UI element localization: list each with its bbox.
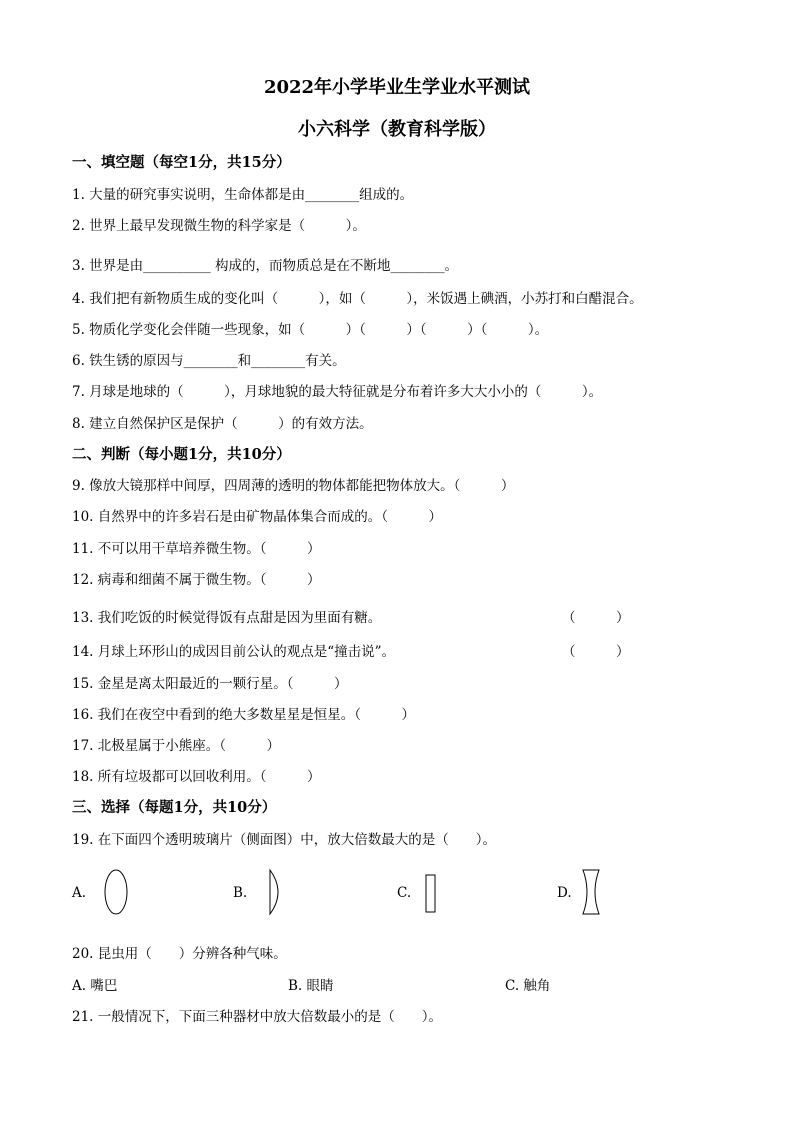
q20-option-b: B. 眼睛: [288, 978, 334, 994]
q20-option-a: A. 嘴巴: [72, 978, 118, 994]
question-10: 10. 自然界中的许多岩石是由矿物晶体集合而成的。（ ）: [72, 509, 443, 525]
question-7: 7. 月球是地球的（ ），月球地貌的最大特征就是分布着许多大大小小的（ ）。: [72, 384, 603, 400]
plano-convex-lens-icon: [266, 868, 288, 916]
question-5: 5. 物质化学变化会伴随一些现象，如（ ）（ ）（ ）（ ）。: [72, 322, 549, 338]
page-title: 2022年小学毕业生学业水平测试: [263, 77, 531, 98]
question-20: 20. 昆虫用（ ）分辨各种气味。: [72, 946, 287, 962]
q19-option-d-label: D.: [557, 885, 572, 901]
question-17: 17. 北极星属于小熊座。（ ）: [72, 738, 281, 754]
question-15: 15. 金星是离太阳最近的一颗行星。（ ）: [72, 676, 348, 692]
q19-option-c-label: C.: [397, 885, 412, 901]
question-14: 14. 月球上环形山的成因目前公认的观点是“撞击说”。: [72, 644, 396, 660]
q19-option-b-label: B.: [233, 885, 248, 901]
question-2: 2. 世界上最早发现微生物的科学家是（ ）。: [72, 218, 366, 234]
question-4: 4. 我们把有新物质生成的变化叫（ ），如（ ），米饭遇上碘酒，小苏打和白醋混合。: [72, 291, 643, 307]
question-13-answer-blank: （ ）: [562, 610, 630, 626]
q20-option-c: C. 触角: [505, 978, 551, 994]
question-6: 6. 铁生锈的原因与________和________有关。: [72, 353, 346, 369]
section-heading-true-false: 二、判断（每小题1分，共10分）: [72, 446, 291, 463]
question-8: 8. 建立自然保护区是保护（ ）的有效方法。: [72, 416, 373, 432]
question-11: 11. 不可以用干草培养微生物。（ ）: [72, 541, 321, 557]
question-16: 16. 我们在夜空中看到的绝大多数星星是恒星。（ ）: [72, 707, 416, 723]
section-heading-fill-blank: 一、填空题（每空1分，共15分）: [72, 154, 291, 171]
question-21: 21. 一般情况下，下面三种器材中放大倍数最小的是（ ）。: [72, 1009, 443, 1025]
question-18: 18. 所有垃圾都可以回收利用。（ ）: [72, 769, 321, 785]
question-3: 3. 世界是由__________ 构成的，而物质总是在不断地________。: [72, 258, 458, 274]
question-13: 13. 我们吃饭的时候觉得饭有点甜是因为里面有糖。: [72, 610, 382, 626]
question-9: 9. 像放大镜那样中间厚，四周薄的透明的物体都能把物体放大。（ ）: [72, 478, 515, 494]
section-heading-multiple-choice: 三、选择（每题1分，共10分）: [72, 799, 277, 816]
biconvex-lens-icon: [103, 868, 129, 916]
question-1: 1. 大量的研究事实说明，生命体都是由________组成的。: [72, 187, 414, 203]
question-19: 19. 在下面四个透明玻璃片（侧面图）中，放大倍数最大的是（ ）。: [72, 832, 497, 848]
question-14-answer-blank: （ ）: [562, 644, 630, 660]
question-12: 12. 病毒和细菌不属于微生物。（ ）: [72, 572, 321, 588]
flat-glass-plate-icon: [424, 874, 438, 914]
biconcave-lens-icon: [580, 868, 602, 916]
page-subtitle: 小六科学（教育科学版）: [298, 119, 496, 140]
q19-option-a-label: A.: [72, 885, 87, 901]
